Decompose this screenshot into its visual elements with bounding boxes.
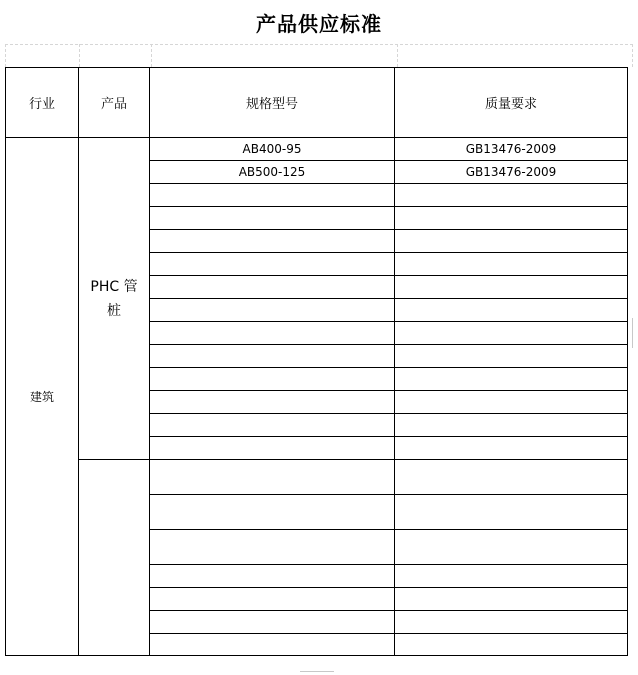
cell-spec[interactable]: [150, 588, 395, 611]
cell-quality[interactable]: [395, 322, 628, 345]
grid-line: [5, 44, 6, 67]
cell-spec[interactable]: AB500-125: [150, 161, 395, 184]
cell-quality[interactable]: GB13476-2009: [395, 138, 628, 161]
cell-quality[interactable]: [395, 495, 628, 530]
cell-quality[interactable]: [395, 460, 628, 495]
cell-spec[interactable]: [150, 276, 395, 299]
sheet-edge-mark: [300, 671, 334, 675]
cell-quality[interactable]: [395, 368, 628, 391]
grid-line: [151, 44, 152, 67]
table-row: [6, 460, 628, 495]
grid-line: [79, 44, 80, 67]
cell-spec[interactable]: [150, 230, 395, 253]
cell-spec[interactable]: [150, 345, 395, 368]
grid-line: [632, 44, 633, 67]
cell-spec[interactable]: [150, 207, 395, 230]
cell-quality[interactable]: [395, 611, 628, 634]
scroll-edge-mark: [632, 318, 638, 348]
cell-quality[interactable]: [395, 565, 628, 588]
supply-standard-table: [5, 67, 628, 656]
cell-industry[interactable]: 建筑: [6, 138, 79, 656]
cell-spec[interactable]: [150, 611, 395, 634]
cell-quality[interactable]: [395, 391, 628, 414]
cell-spec[interactable]: [150, 414, 395, 437]
cell-spec[interactable]: [150, 437, 395, 460]
cell-quality[interactable]: GB13476-2009: [395, 161, 628, 184]
cell-product[interactable]: [79, 138, 150, 460]
cell-quality[interactable]: [395, 588, 628, 611]
cell-spec[interactable]: AB400-95: [150, 138, 395, 161]
cell-quality[interactable]: [395, 414, 628, 437]
cell-product-empty[interactable]: [79, 460, 150, 656]
cell-quality[interactable]: [395, 207, 628, 230]
cell-quality[interactable]: [395, 634, 628, 656]
cell-spec[interactable]: [150, 184, 395, 207]
header-product[interactable]: 产品: [79, 68, 150, 138]
table-row: [6, 138, 628, 161]
cell-quality[interactable]: [395, 184, 628, 207]
cell-spec[interactable]: [150, 565, 395, 588]
cell-quality[interactable]: [395, 530, 628, 565]
cell-quality[interactable]: [395, 276, 628, 299]
cell-spec[interactable]: [150, 322, 395, 345]
header-industry[interactable]: 行业: [6, 68, 79, 138]
cell-spec[interactable]: [150, 391, 395, 414]
cell-spec[interactable]: [150, 495, 395, 530]
cell-quality[interactable]: [395, 299, 628, 322]
cell-spec[interactable]: [150, 368, 395, 391]
cell-spec[interactable]: [150, 253, 395, 276]
cell-spec[interactable]: [150, 299, 395, 322]
cell-quality[interactable]: [395, 345, 628, 368]
cell-quality[interactable]: [395, 253, 628, 276]
product-label: PHC 管桩: [90, 278, 138, 319]
header-quality[interactable]: 质量要求: [395, 68, 628, 138]
page-title: 产品供应标准: [256, 11, 382, 36]
table-header-row: [6, 68, 628, 138]
cell-spec[interactable]: [150, 634, 395, 656]
cell-quality[interactable]: [395, 437, 628, 460]
header-spec[interactable]: 规格型号: [150, 68, 395, 138]
cell-spec[interactable]: [150, 460, 395, 495]
grid-line: [5, 44, 633, 45]
cell-spec[interactable]: [150, 530, 395, 565]
grid-line: [397, 44, 398, 67]
cell-quality[interactable]: [395, 230, 628, 253]
